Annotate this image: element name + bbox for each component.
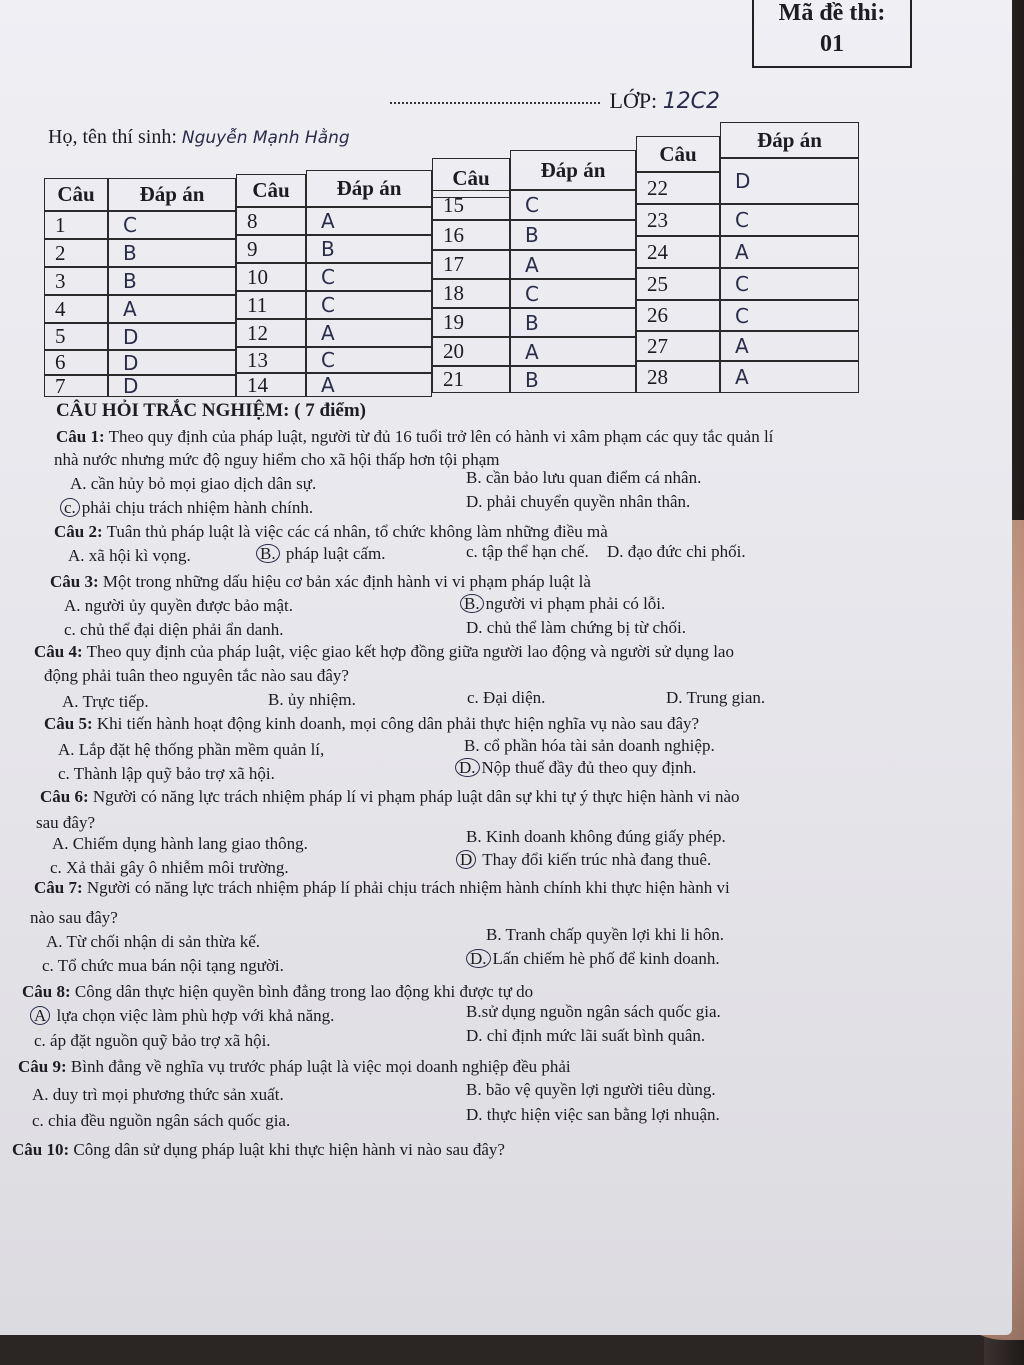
answer-cell: A	[720, 331, 859, 361]
option-c	[60, 498, 313, 518]
answer-cell: C	[720, 268, 859, 300]
question-number: 4	[44, 295, 108, 323]
question-number: 12	[236, 319, 306, 347]
option-d	[466, 949, 720, 969]
answer-cell: D	[108, 323, 236, 350]
option-d	[456, 850, 711, 870]
selected-mark: B.	[256, 544, 280, 563]
option-c: c. Tổ chức mua bán nội tạng người.	[42, 956, 284, 975]
answer-cell: A	[306, 207, 432, 235]
answer-cell: C	[306, 347, 432, 373]
option-a: A. Từ chối nhận di sản thừa kế.	[46, 932, 261, 951]
option-a: A. Trực tiếp.	[62, 692, 149, 711]
question-number: 27	[636, 331, 720, 361]
option-d: D. phải chuyển quyền nhân thân.	[466, 492, 691, 511]
answer-cell: C	[306, 291, 432, 319]
question-text: Tuân thủ pháp luật là việc các cá nhân, tổ chức không làm những điều mà	[106, 522, 608, 541]
selected-mark: D	[456, 850, 476, 869]
option-d: D. chủ thể làm chứng bị từ chối.	[466, 618, 687, 637]
option-a: A. xã hội kì vọng.	[68, 546, 191, 565]
question-number-label: Câu 5:	[44, 714, 93, 733]
header-cau: Câu	[432, 158, 510, 198]
question-4	[34, 642, 734, 662]
answer-cell: D	[720, 158, 859, 204]
answer-cell: A	[510, 337, 636, 366]
option-text: Nộp thuế đầy đủ theo quy định.	[481, 758, 697, 777]
question-text-cont: động phải tuân theo nguyên tắc nào sau đây?	[44, 666, 349, 685]
header-dap-an: Đáp án	[108, 178, 236, 211]
selected-mark: D.	[466, 949, 491, 968]
question-number: 7	[44, 375, 108, 397]
option-text: Thay đổi kiến trúc nhà đang thuê.	[482, 850, 712, 869]
option-d: D. chỉ định mức lãi suất bình quân.	[466, 1026, 706, 1045]
option-b: B. Tranh chấp quyền lợi khi li hôn.	[486, 925, 725, 944]
question-number: 9	[236, 235, 306, 263]
option-d	[455, 758, 696, 778]
option-b: B. ủy nhiệm.	[268, 690, 356, 709]
question-number: 26	[636, 300, 720, 331]
answer-cell: C	[108, 211, 236, 239]
header-dap-an: Đáp án	[720, 122, 859, 158]
answer-cell: B	[108, 239, 236, 267]
option-c: c. Thành lập quỹ bảo trợ xã hội.	[58, 764, 275, 783]
answer-cell: C	[720, 204, 859, 236]
question-number-label: Câu 4:	[34, 642, 83, 661]
question-number: 21	[432, 366, 510, 393]
question-number-label: Câu 9:	[18, 1057, 67, 1076]
answer-cell: C	[510, 190, 636, 220]
option-a	[30, 1006, 334, 1026]
option-b	[460, 594, 665, 614]
option-b: B.sử dụng nguồn ngân sách quốc gia.	[466, 1002, 721, 1021]
question-number: 22	[636, 172, 720, 204]
question-number: 13	[236, 347, 306, 373]
option-a: A. Chiếm dụng hành lang giao thông.	[52, 834, 308, 853]
option-text: lựa chọn việc làm phù hợp với khả năng.	[56, 1006, 335, 1025]
answer-cell: A	[720, 361, 859, 393]
question-text: Bình đẳng về nghĩa vụ trước pháp luật là việc mọi doanh nghiệp đều phải	[70, 1057, 571, 1076]
answer-cell: D	[108, 375, 236, 397]
question-5	[44, 714, 699, 734]
question-text: Người có năng lực trách nhiệm pháp lí vi phạm pháp luật dân sự khi tự ý thực hiện hành vi nào	[92, 787, 740, 806]
option-text: phải chịu trách nhiệm hành chính.	[81, 498, 314, 517]
question-number-label: Câu 7:	[34, 878, 83, 897]
student-label: Họ, tên thí sinh:	[48, 126, 177, 148]
option-c: c. áp đặt nguồn quỹ bảo trợ xã hội.	[34, 1031, 271, 1050]
question-number: 3	[44, 267, 108, 295]
question-number-label: Câu 2:	[54, 522, 103, 541]
question-number: 14	[236, 373, 306, 397]
answer-cell: A	[306, 319, 432, 347]
question-text: Công dân sử dụng pháp luật khi thực hiện hành vi nào sau đây?	[73, 1140, 505, 1159]
selected-mark: B.	[460, 594, 484, 613]
selected-mark: A	[30, 1006, 50, 1025]
option-a: A. người ủy quyền được bảo mật.	[64, 596, 294, 615]
question-number: 11	[236, 291, 306, 319]
question-number: 24	[636, 236, 720, 268]
header-cau: Câu	[636, 136, 720, 172]
answer-cell: A	[306, 373, 432, 397]
answer-cell: B	[108, 267, 236, 295]
question-6	[40, 787, 740, 807]
option-a: A. duy trì mọi phương thức sản xuất.	[32, 1085, 284, 1104]
header-dap-an: Đáp án	[510, 150, 636, 190]
question-text: Theo quy định của pháp luật, người từ đủ 16 tuổi trở lên có hành vi xâm phạm các quy tắc quản lí	[108, 427, 774, 446]
option-text: Lấn chiếm hè phố để kinh doanh.	[492, 949, 720, 968]
option-text: người vi phạm phải có lỗi.	[485, 594, 666, 613]
question-3	[50, 572, 591, 592]
option-d: D. thực hiện việc san bằng lợi nhuận.	[466, 1105, 720, 1124]
question-7	[34, 878, 730, 898]
option-c: c. Đại diện.	[467, 688, 546, 707]
selected-mark: c.	[60, 498, 80, 517]
answer-cell: C	[510, 279, 636, 308]
question-number-label: Câu 3:	[50, 572, 99, 591]
question-text: Một trong những dấu hiệu cơ bản xác định hành vi vi phạm pháp luật là	[102, 572, 591, 591]
answer-cell: C	[720, 300, 859, 331]
question-text-cont: nào sau đây?	[30, 908, 118, 927]
question-number-label: Câu 6:	[40, 787, 89, 806]
selected-mark: D.	[455, 758, 480, 777]
answer-cell: B	[510, 308, 636, 337]
option-a: A. Lắp đặt hệ thống phần mềm quản lí,	[58, 740, 325, 759]
option-c: c. chia đều nguồn ngân sách quốc gia.	[32, 1111, 291, 1130]
answer-cell: D	[108, 350, 236, 375]
answer-cell: C	[306, 263, 432, 291]
question-number: 17	[432, 250, 510, 279]
section-title: CÂU HỎI TRẮC NGHIỆM: ( 7 điểm)	[56, 400, 366, 421]
question-number: 23	[636, 204, 720, 236]
option-d: D. Trung gian.	[666, 688, 766, 707]
question-number: 2	[44, 239, 108, 267]
option-d: D. đạo đức chi phối.	[607, 542, 746, 561]
question-text: Công dân thực hiện quyền bình đẳng trong lao động khi được tự do	[74, 982, 534, 1001]
question-2	[54, 522, 608, 542]
option-b	[256, 544, 385, 564]
option-text: pháp luật cấm.	[285, 544, 386, 563]
header-dap-an: Đáp án	[306, 170, 432, 207]
option-a: A. cần hủy bỏ mọi giao dịch dân sự.	[70, 474, 317, 493]
question-number-label: Câu 8:	[22, 982, 71, 1001]
option-b: B. cần bảo lưu quan điểm cá nhân.	[466, 468, 702, 487]
question-number: 15	[432, 190, 510, 220]
question-number: 8	[236, 207, 306, 235]
question-number-label: Câu 10:	[12, 1140, 70, 1159]
question-8	[22, 982, 533, 1002]
exam-code-label: Mã đề thi:	[778, 0, 886, 26]
option-b: B. bão vệ quyền lợi người tiêu dùng.	[466, 1080, 716, 1099]
question-number: 1	[44, 211, 108, 239]
question-text: Người có năng lực trách nhiệm pháp lí phải chịu trách nhiệm hành chính khi thực hiện hành vi	[86, 878, 730, 897]
question-number: 25	[636, 268, 720, 300]
class-value: 12C2	[662, 89, 721, 114]
answer-cell: A	[108, 295, 236, 323]
answer-cell: A	[510, 250, 636, 279]
question-text-cont: nhà nước nhưng mức độ nguy hiểm cho xã hội thấp hơn tội phạm	[54, 450, 500, 469]
option-c: c. tập thể hạn chế.	[466, 542, 589, 561]
option-b: B. Kinh doanh không đúng giấy phép.	[466, 827, 726, 846]
class-label: LỚP:	[609, 88, 658, 113]
question-number: 18	[432, 279, 510, 308]
exam-code: 01	[820, 31, 844, 57]
question-number: 20	[432, 337, 510, 366]
question-number: 19	[432, 308, 510, 337]
question-text-cont: sau đây?	[36, 813, 96, 832]
option-c: c. chủ thể đại diện phải ẩn danh.	[64, 620, 284, 639]
header-cau: Câu	[44, 178, 108, 211]
question-text: Theo quy định của pháp luật, việc giao kết hợp đồng giữa người lao động và người sử dụng lao	[86, 642, 734, 661]
student-name: Nguyễn Mạnh Hằng	[181, 128, 350, 148]
question-1	[56, 427, 773, 447]
header-cau: Câu	[236, 174, 306, 207]
answer-cell: B	[306, 235, 432, 263]
question-number: 10	[236, 263, 306, 291]
question-number: 16	[432, 220, 510, 250]
answer-cell: B	[510, 220, 636, 250]
answer-cell: B	[510, 366, 636, 393]
question-number: 6	[44, 350, 108, 375]
question-10	[12, 1140, 505, 1160]
question-number-label: Câu 1:	[56, 427, 105, 446]
option-c: c. Xả thải gây ô nhiễm môi trường.	[50, 858, 289, 877]
question-number: 28	[636, 361, 720, 393]
option-b: B. cổ phần hóa tài sản doanh nghiệp.	[464, 736, 715, 755]
question-number: 5	[44, 323, 108, 350]
question-9	[18, 1057, 571, 1077]
answer-cell: A	[720, 236, 859, 268]
question-text: Khi tiến hành hoạt động kinh doanh, mọi công dân phải thực hiện nghĩa vụ nào sau đây?	[96, 714, 700, 733]
